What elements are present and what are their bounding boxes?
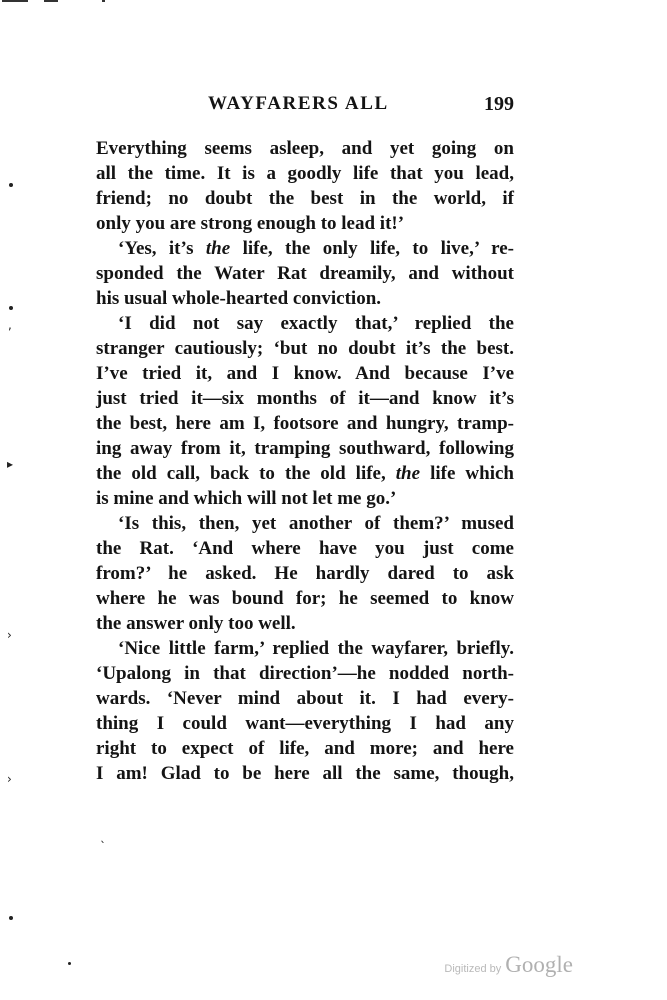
text-line: ing away from it, tramping southward, following: [96, 438, 514, 459]
text-line: right to expect of life, and more; and here: [96, 738, 514, 759]
text-line: wards. ‘Never mind about it. I had every-: [96, 688, 514, 709]
text-line: only you are strong enough to lead it!’: [96, 213, 405, 234]
text-line: thing I could want—everything I had any: [96, 713, 514, 734]
margin-dot: [9, 306, 13, 310]
text-line: his usual whole-hearted conviction.: [96, 288, 382, 309]
scan-speck: [102, 0, 105, 2]
margin-tick: ,: [8, 318, 12, 332]
margin-tick: ›: [7, 628, 12, 642]
page-header: [96, 93, 514, 123]
text-fragment: the old call, back to the old life,: [96, 463, 396, 484]
text-line: all the time. It is a goodly life that you lead,: [96, 163, 514, 184]
margin-dot: [9, 183, 13, 187]
italic-word: the: [205, 238, 231, 259]
text-line: from?’ he asked. He hardly dared to ask: [96, 563, 514, 584]
text-line: the Rat. ‘And where have you just come: [96, 538, 514, 559]
text-line: ‘Upalong in that direction’—he nodded north-: [96, 663, 514, 684]
margin-dot: [68, 962, 71, 965]
scan-speck: [44, 0, 58, 2]
text-line: where he was bound for; he seemed to know: [96, 588, 514, 609]
digitized-watermark: [444, 952, 573, 978]
text-line: ‘I did not say exactly that,’ replied the: [118, 313, 514, 334]
margin-tick: ˎ: [100, 829, 106, 843]
text-line: is mine and which will not let me go.’: [96, 488, 397, 509]
text-line: ‘Is this, then, yet another of them?’ mused: [118, 513, 514, 534]
text-line: sponded the Water Rat dreamily, and without: [96, 263, 514, 284]
text-fragment: life which: [420, 463, 514, 484]
text-line: friend; no doubt the best in the world, if: [96, 188, 514, 209]
text-line: the best, here am I, footsore and hungry, tramp-: [96, 413, 514, 434]
italic-word: the: [395, 463, 421, 484]
text-fragment: life, the only life, to live,’ re-: [230, 238, 514, 259]
text-line: I’ve tried it, and I know. And because I’ve: [96, 363, 514, 384]
text-line: Everything seems asleep, and yet going on: [96, 138, 514, 159]
text-line: stranger cautiously; ‘but no doubt it’s the best.: [96, 338, 514, 359]
scan-speck: [2, 0, 28, 2]
text-line: I am! Glad to be here all the same, though,: [96, 763, 514, 784]
text-line: [96, 461, 514, 486]
margin-dot: [9, 916, 13, 920]
text-line: [96, 236, 514, 261]
text-line: just tried it—six months of it—and know it’s: [96, 388, 514, 409]
text-line: the answer only too well.: [96, 613, 296, 634]
margin-tick: ›: [7, 772, 12, 786]
text-line: ‘Nice little farm,’ replied the wayfarer, briefly.: [118, 638, 514, 659]
page-number: 199: [484, 93, 514, 115]
margin-arrow-icon: ▸: [7, 457, 14, 471]
scan-edge-specks: [0, 0, 667, 4]
body-text: [96, 136, 514, 786]
watermark-prefix: Digitized by: [444, 963, 502, 975]
google-logo: Google: [505, 952, 573, 977]
running-head: WAYFARERS ALL: [208, 93, 389, 114]
text-fragment: ‘Yes, it’s: [118, 238, 206, 259]
